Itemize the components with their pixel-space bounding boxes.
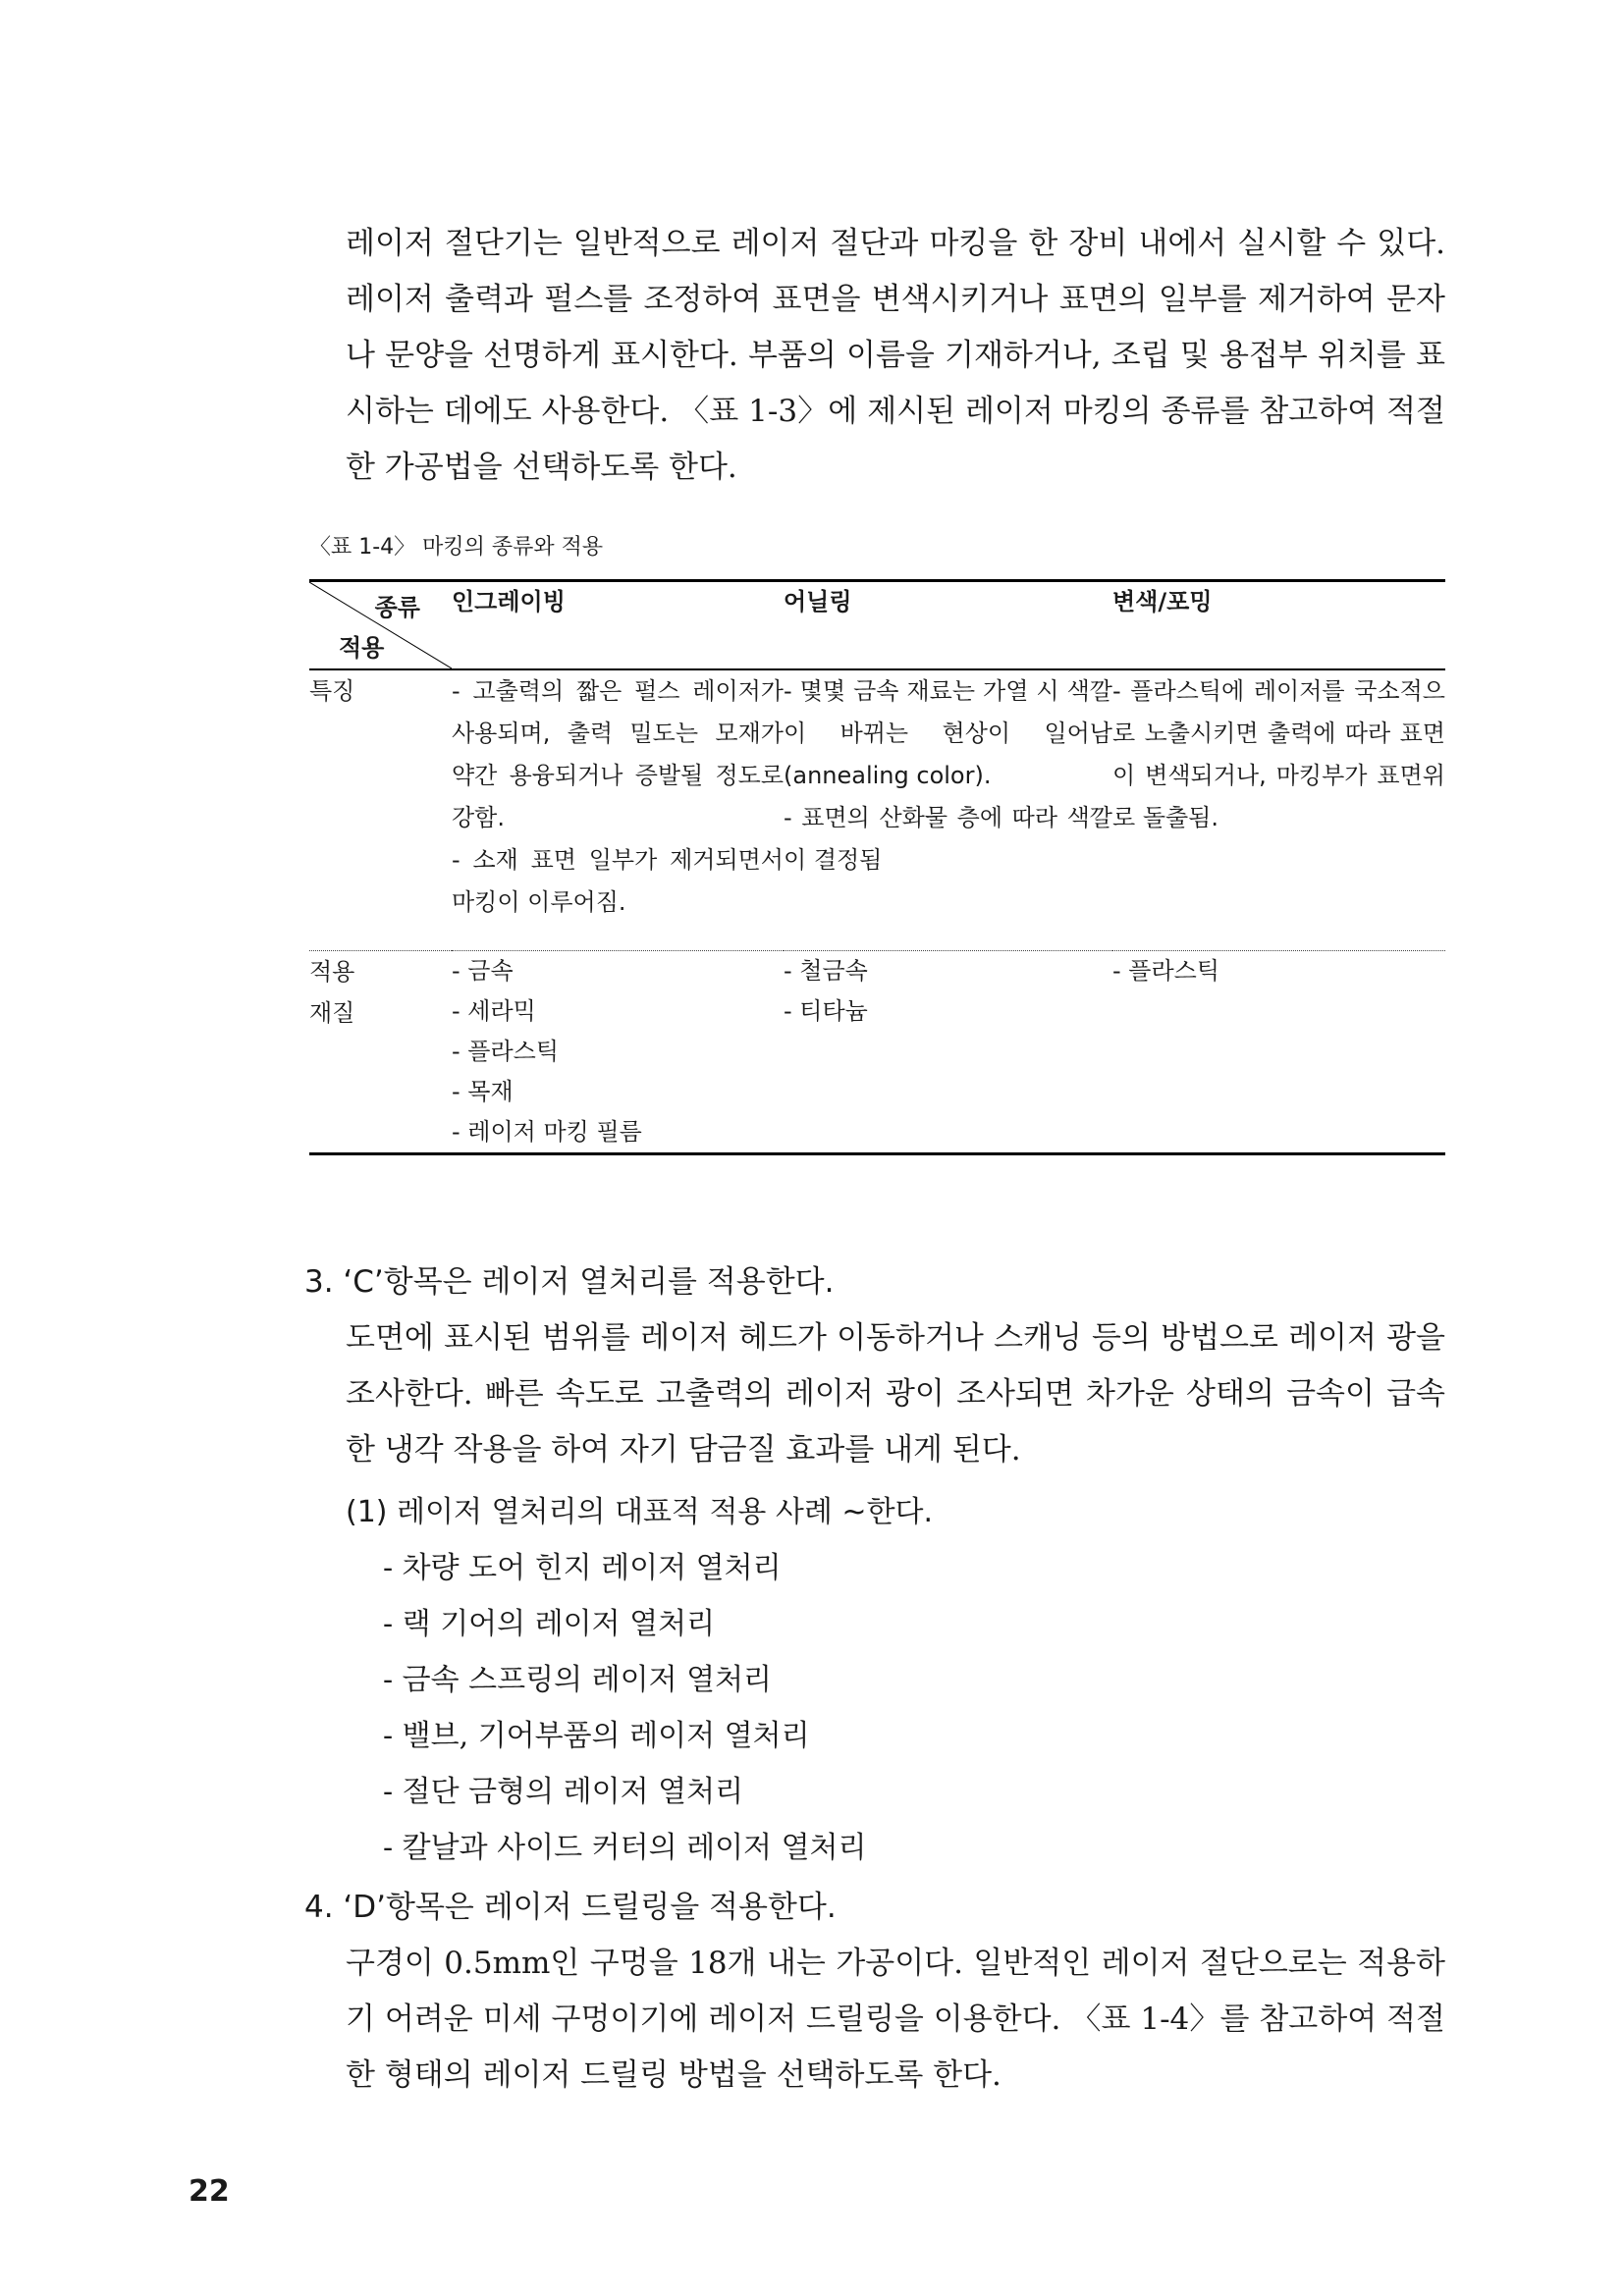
marking-types-table: [309, 579, 1445, 1155]
cell-materials-discolor: [1112, 951, 1445, 1154]
cell-line: - 플라스틱에 레이저를 국소적으로 노출시키면 출력에 따라 표면이 변색되거나, 마킹부가 표면위로 돌출됨.: [1112, 677, 1445, 831]
sub-heading: (1) 레이저 열처리의 대표적 적용 사례 ~한다.: [346, 1495, 934, 1529]
cell-materials-annealing: [784, 951, 1112, 1154]
cell-line: - 표면의 산화물 층에 따라 색깔이 결정됨: [784, 804, 1112, 874]
intro-paragraph: [346, 216, 1445, 496]
list-item: - 차량 도어 힌지 레이저 열처리: [383, 1551, 782, 1585]
section-4: [304, 1880, 1445, 2104]
col-header-annealing: 어닐링: [784, 581, 1112, 670]
cell-line: - 고출력의 짧은 펄스 레이저가 사용되며, 출력 밀도는 모재가 약간 용융되거나 증발될 정도로 강함.: [452, 677, 784, 831]
list-item: - 칼날과 사이드 커터의 레이저 열처리: [383, 1831, 867, 1865]
cell-materials-engraving: [452, 951, 784, 1154]
cell-line: - 목재: [452, 1078, 514, 1105]
table-row-features: [309, 669, 1445, 951]
table-corner-cell: [309, 581, 452, 670]
cell-line: - 몇몇 금속 재료는 가열 시 색깔이 바뀌는 현상이 일어남(annealing color).: [784, 677, 1112, 789]
cell-line: - 플라스틱: [452, 1038, 560, 1065]
list-item: - 절단 금형의 레이저 열처리: [383, 1775, 744, 1809]
cell-features-engraving: [452, 669, 784, 951]
row-label-materials: 적용 재질: [309, 951, 452, 1154]
cell-line: - 레이저 마킹 필름: [452, 1118, 642, 1146]
list-item: - 밸브, 기어부품의 레이저 열처리: [383, 1719, 810, 1753]
col-header-discolor-foaming: 변색/포밍: [1112, 581, 1445, 670]
cell-line: - 플라스틱: [1112, 957, 1220, 985]
section-4-heading: 4. ‘D’항목은 레이저 드릴링을 적용한다.: [304, 1890, 837, 1925]
section-3-sublist: [346, 1484, 933, 1876]
table-row-materials: [309, 951, 1445, 1154]
col-header-engraving: 인그레이빙: [452, 581, 784, 670]
section-4-body: 구경이 0.5mm인 구멍을 18개 내는 가공이다. 일반적인 레이저 절단으로는 적용하기 어려운 미세 구멍이기에 레이저 드릴링을 이용한다. 〈표 1-4〉를 참고하여 적절한 형태의 레이저 드릴링 방법을 선택하도록 한다.: [346, 1946, 1445, 2093]
page-number: 22: [189, 2174, 230, 2209]
cell-features-discolor: [1112, 669, 1445, 951]
cell-line: - 철금속: [784, 957, 868, 985]
cell-line: - 세라믹: [452, 997, 536, 1025]
list-item: - 랙 기어의 레이저 열처리: [383, 1607, 716, 1641]
section-3-heading: 3. ‘C’항목은 레이저 열처리를 적용한다.: [304, 1264, 835, 1300]
table-caption: 〈표 1-4〉 마킹의 종류와 적용: [309, 535, 604, 560]
corner-label-application: 적용: [339, 634, 385, 662]
list-item: - 금속 스프링의 레이저 열처리: [383, 1663, 773, 1697]
cell-line: - 소재 표면 일부가 제거되면서 마킹이 이루어짐.: [452, 846, 784, 916]
table-header-row: [309, 581, 1445, 670]
corner-label-type: 종류: [374, 594, 420, 621]
row-label-features: 특징: [309, 669, 452, 951]
section-3: [304, 1255, 1445, 1478]
cell-line: - 티타늄: [784, 997, 868, 1025]
cell-features-annealing: [784, 669, 1112, 951]
intro-text: 레이저 절단기는 일반적으로 레이저 절단과 마킹을 한 장비 내에서 실시할 수 있다. 레이저 출력과 펄스를 조정하여 표면을 변색시키거나 표면의 일부를 제거하여 문자나 문양을 선명하게 표시한다. 부품의 이름을 기재하거나, 조립 및 용접부 위치를 표시하는 데에도 사용한다. 〈표 1-3〉에 제시된 레이저 마킹의 종류를 참고하여 적절한 가공법을 선택하도록 한다.: [346, 226, 1445, 485]
section-3-body: 도면에 표시된 범위를 레이저 헤드가 이동하거나 스캐닝 등의 방법으로 레이저 광을 조사한다. 빠른 속도로 고출력의 레이저 광이 조사되면 차가운 상태의 금속이 급속한 냉각 작용을 하여 자기 담금질 효과를 내게 된다.: [346, 1320, 1445, 1468]
cell-line: - 금속: [452, 957, 514, 985]
